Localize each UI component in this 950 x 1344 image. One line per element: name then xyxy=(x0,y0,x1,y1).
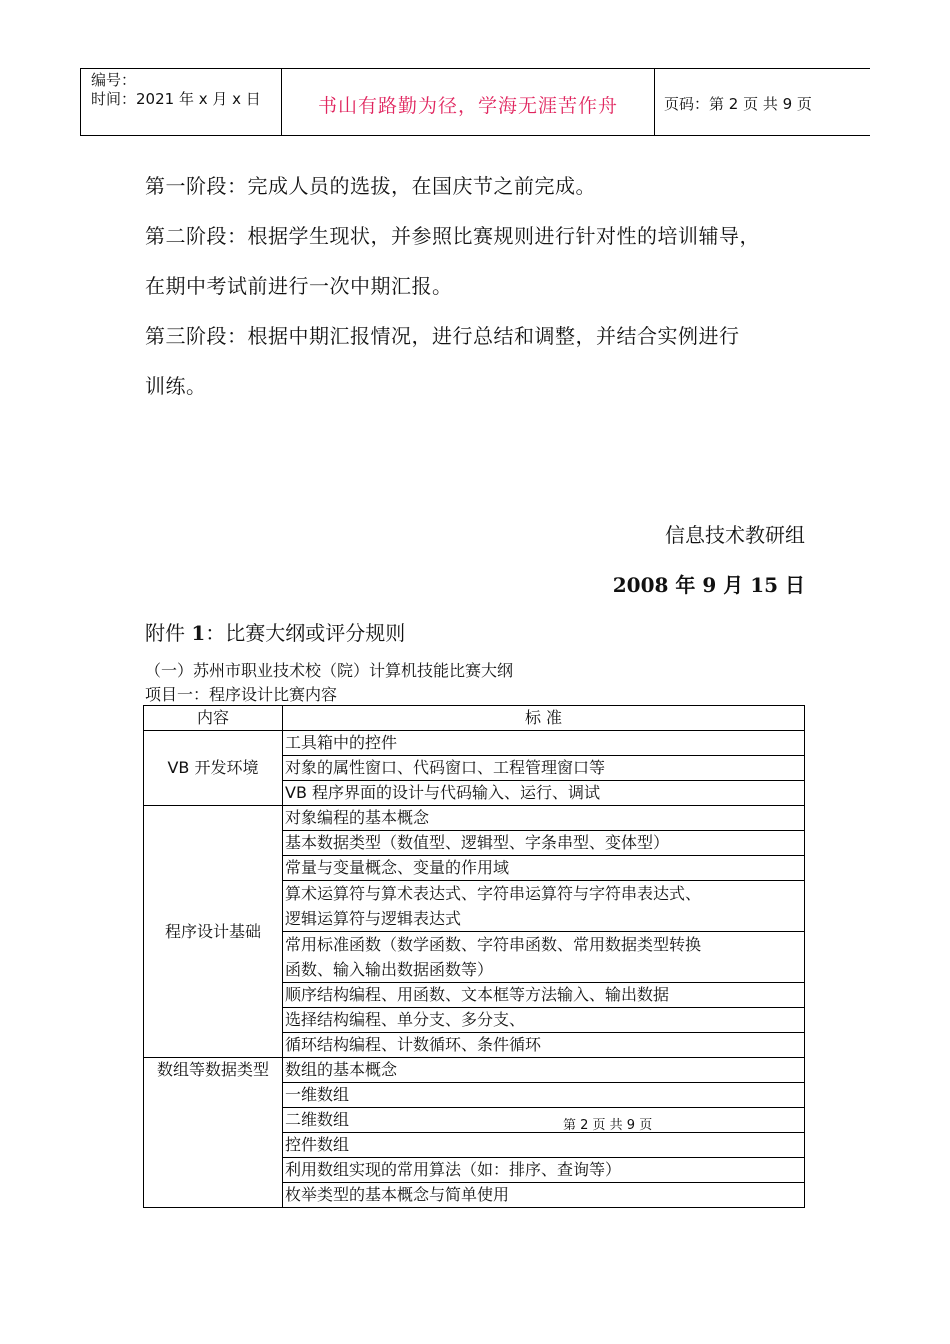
category-arrays: 数组等数据类型 xyxy=(144,1058,283,1208)
table-cell: 基本数据类型（数值型、逻辑型、字条串型、变体型） xyxy=(283,831,805,856)
page-info: 页码：第 2 页 共 9 页 xyxy=(664,95,812,113)
category-vb-env: VB 开发环境 xyxy=(144,731,283,806)
cell-line: 函数、输入输出数据函数等） xyxy=(285,960,494,979)
table-cell: 枚举类型的基本概念与简单使用 xyxy=(283,1183,805,1208)
table-cell: 常量与变量概念、变量的作用域 xyxy=(283,856,805,881)
table-cell: 工具箱中的控件 xyxy=(283,731,805,756)
paragraph-stage-2-line-1: 第二阶段：根据学生现状，并参照比赛规则进行针对性的培训辅导， xyxy=(145,224,760,248)
category-programming-basics: 程序设计基础 xyxy=(144,806,283,1058)
table-cell: 选择结构编程、单分支、多分支、 xyxy=(283,1008,805,1033)
table-cell: 对象的属性窗口、代码窗口、工程管理窗口等 xyxy=(283,756,805,781)
header-table xyxy=(80,68,870,136)
table-header-row xyxy=(144,706,805,731)
header-motto-cell xyxy=(281,69,655,135)
paragraph-stage-3-line-1: 第三阶段：根据中期汇报情况，进行总结和调整，并结合实例进行 xyxy=(145,324,740,348)
table-cell xyxy=(283,881,805,932)
motto: 书山有路勤为径，学海无涯苦作舟 xyxy=(317,95,618,117)
table-cell: 循环结构编程、计数循环、条件循环 xyxy=(283,1033,805,1058)
paragraph-stage-1: 第一阶段：完成人员的选拔，在国庆节之前完成。 xyxy=(145,174,596,198)
table-cell: 数组的基本概念 xyxy=(283,1058,805,1083)
date: 2008 年 9 月 15 日 xyxy=(612,573,805,597)
project-title: 项目一：程序设计比赛内容 xyxy=(145,685,338,704)
cell-line: 常用标准函数（数学函数、字符串函数、常用数据类型转换 xyxy=(285,935,702,954)
subtitle: （一）苏州市职业技术校（院）计算机技能比赛大纲 xyxy=(145,661,514,680)
paragraph-stage-3-line-2: 训练。 xyxy=(145,374,207,398)
page-footer: 第 2 页 共 9 页 xyxy=(563,1118,653,1133)
cell-line: 逻辑运算符与逻辑表达式 xyxy=(285,909,462,928)
header-meta-cell xyxy=(80,69,281,135)
header-page-cell xyxy=(654,69,870,135)
table-cell xyxy=(283,932,805,983)
table-cell: 一维数组 xyxy=(283,1083,805,1108)
col-content-header: 内容 xyxy=(144,706,283,731)
attachment-title: ：比赛大纲或评分规则 xyxy=(205,621,406,645)
col-standard-header: 标 准 xyxy=(283,706,805,731)
paragraph-stage-2-line-2: 在期中考试前进行一次中期汇报。 xyxy=(145,274,453,298)
attachment-prefix: 附件 xyxy=(145,621,192,645)
table-cell: 二维数组 xyxy=(283,1108,805,1133)
attachment-number: 1 xyxy=(191,621,206,645)
table-cell: 对象编程的基本概念 xyxy=(283,806,805,831)
time-label: 时间：2021 年 x 月 x 日 xyxy=(91,90,261,108)
signature: 信息技术教研组 xyxy=(665,523,805,547)
cell-line: 算术运算符与算术表达式、字符串运算符与字符串表达式、 xyxy=(285,884,702,903)
syllabus-table xyxy=(143,705,805,1208)
table-cell: 顺序结构编程、用函数、文本框等方法输入、输出数据 xyxy=(283,983,805,1008)
table-cell: 控件数组 xyxy=(283,1133,805,1158)
number-label: 编号： xyxy=(91,71,137,89)
table-row xyxy=(144,731,805,756)
table-cell: 利用数组实现的常用算法（如：排序、查询等） xyxy=(283,1158,805,1183)
attachment-heading xyxy=(145,617,405,646)
table-row xyxy=(144,1058,805,1083)
table-row xyxy=(144,806,805,831)
table-cell: VB 程序界面的设计与代码输入、运行、调试 xyxy=(283,781,805,806)
